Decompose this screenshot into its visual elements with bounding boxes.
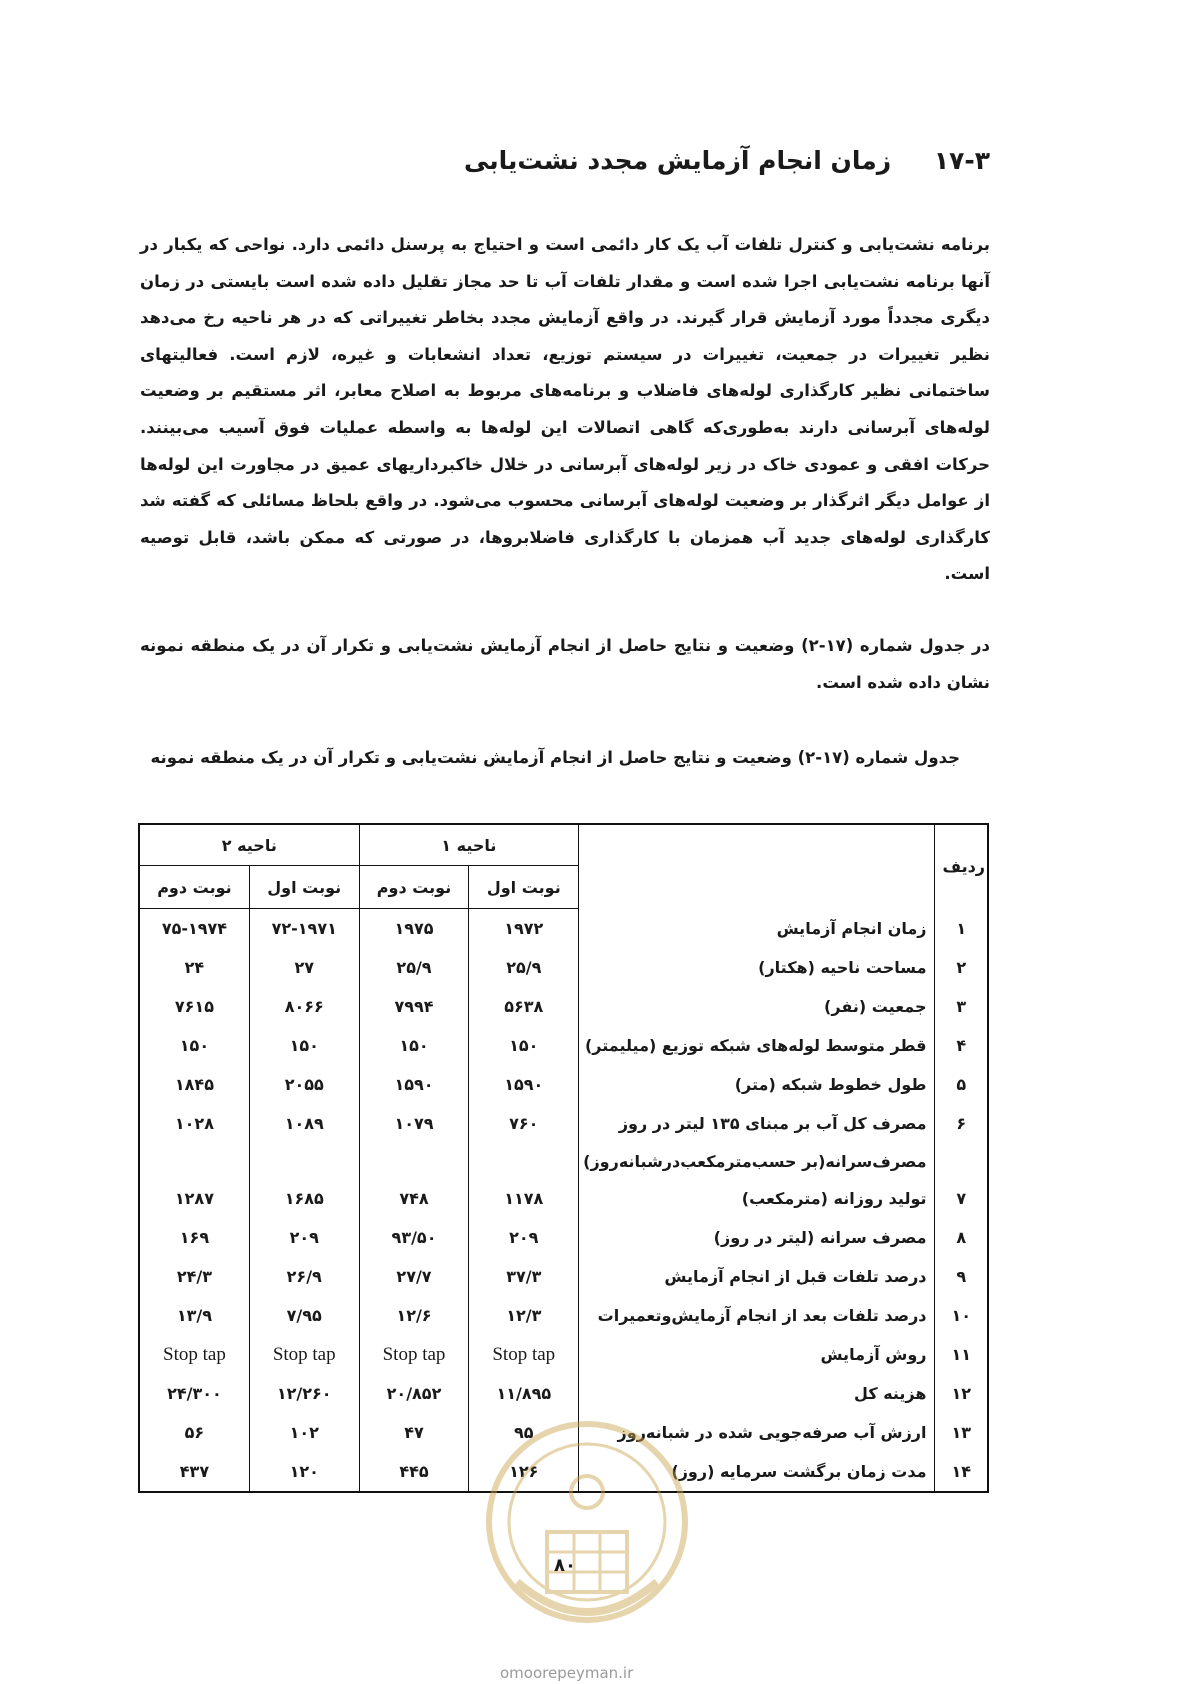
row-number: ۵ — [935, 1065, 988, 1104]
results-table — [138, 823, 989, 1493]
region-1-round-2-value: ۴۷ — [359, 1413, 469, 1452]
row-description: تولید روزانه (مترمکعب) — [741, 1189, 927, 1208]
row-description: جمعیت (نفر) — [824, 997, 927, 1016]
table-row — [139, 1065, 988, 1104]
row-number: ۴ — [935, 1026, 988, 1065]
paragraph-table-reference: در جدول شماره (۱۷-۲) وضعیت و نتایج حاصل از انجام آزمایش نشت‌یابی و تکرار آن در یک منطقه نمونه نشان داده شده است. — [140, 636, 990, 692]
row-description: مصرف سرانه (لیتر در روز) — [713, 1228, 927, 1247]
region-1-round-2-value: Stop tap — [359, 1335, 469, 1374]
region-2-round-2-value: ۵۶ — [139, 1413, 249, 1452]
region-1-round-2-value: ۴۴۵ — [359, 1452, 469, 1492]
row-number: ۱۰ — [935, 1296, 988, 1335]
row-number: ۹ — [935, 1257, 988, 1296]
section-heading — [464, 146, 990, 175]
region-1-round-1-value — [469, 1143, 579, 1179]
region-1-round-2-header: نوبت دوم — [359, 866, 469, 909]
table-row — [139, 1143, 988, 1179]
region-1-header: ناحیه ۱ — [359, 824, 579, 866]
row-number-header: ردیف — [935, 824, 988, 909]
region-1-round-1-value: ۱۹۷۲ — [469, 909, 579, 949]
table-row — [139, 1296, 988, 1335]
region-2-header: ناحیه ۲ — [139, 824, 359, 866]
region-2-round-1-value: ۱۲/۲۶۰ — [249, 1374, 359, 1413]
row-number: ۱۴ — [935, 1452, 988, 1492]
region-1-round-1-value: ۱۵۰ — [469, 1026, 579, 1065]
region-1-round-1-value: ۷۶۰ — [469, 1104, 579, 1143]
region-1-round-1-value: ۲۰۹ — [469, 1218, 579, 1257]
table-row — [139, 1218, 988, 1257]
row-number: ۷ — [935, 1179, 988, 1218]
region-1-round-2-value: ۱۹۷۵ — [359, 909, 469, 949]
watermark-url: omoorepeyman.ir — [500, 1664, 634, 1682]
region-1-round-2-value: ۱۵۰ — [359, 1026, 469, 1065]
row-description: درصد تلفات بعد از انجام آزمایش‌وتعمیرات — [597, 1306, 927, 1325]
region-2-round-2-value: ۱۶۹ — [139, 1218, 249, 1257]
table-row — [139, 1104, 988, 1143]
section-number: ۱۷-۳ — [933, 146, 990, 175]
region-1-round-2-value: ۲۰/۸۵۲ — [359, 1374, 469, 1413]
seal-stamp — [477, 1412, 697, 1662]
region-1-round-2-value: ۷۴۸ — [359, 1179, 469, 1218]
region-2-round-2-value: ۲۴ — [139, 948, 249, 987]
row-number: ۶ — [935, 1104, 988, 1143]
region-2-round-2-value: ۲۴/۳ — [139, 1257, 249, 1296]
page-number: ۸۰ — [554, 1555, 576, 1576]
row-description: مصرف‌سرانه(بر حسب‌مترمکعب‌درشبانه‌روز) — [583, 1151, 927, 1171]
region-2-round-1-value: ۲۰۹ — [249, 1218, 359, 1257]
table-row — [139, 1374, 988, 1413]
region-1-round-1-value: ۱۵۹۰ — [469, 1065, 579, 1104]
region-2-round-1-value: ۲۰۵۵ — [249, 1065, 359, 1104]
region-2-round-2-value: ۱۰۲۸ — [139, 1104, 249, 1143]
description-header — [579, 824, 935, 909]
row-description: مساحت ناحیه (هکتار) — [758, 958, 927, 977]
region-1-round-1-value: ۵۶۳۸ — [469, 987, 579, 1026]
region-1-round-2-value: ۹۳/۵۰ — [359, 1218, 469, 1257]
region-2-round-2-value: ۷۶۱۵ — [139, 987, 249, 1026]
region-1-round-1-value: ۳۷/۳ — [469, 1257, 579, 1296]
paragraph-intro: برنامه نشت‌یابی و کنترل تلفات آب یک کار دائمی است و احتیاج به پرسنل دائمی دارد. نواحی که یکبار در آنها برنامه نشت‌یابی اجرا شده است و مقدار تلفات آب تا حد مجاز تقلیل داده شده است بایستی در زمان دیگری مجدداً مورد آزمایش قرار گیرند. در واقع آزمایش مجدد بخاطر تغییراتی که در هر ناحیه رخ می‌دهد نظیر تغییرات در جمعیت، تغییرات در سیستم توزیع، تعداد انشعابات و غیره، لازم است. فعالیتهای ساختمانی نظیر کارگذاری لوله‌های فاضلاب و برنامه‌های مربوط به اصلاح معابر، اثر مستقیم بر وضعیت لوله‌های آبرسانی دارند به‌طوری‌که گاهی اتصالات این لوله‌ها به واسطه عملیات فوق آسیب می‌بینند. حرکات افقی و عمودی خاک در زیر لوله‌های آبرسانی در خلال خاکبرداریهای عمیق در مجاورت این لوله‌ها از عوامل دیگر اثرگذار بر وضعیت لوله‌های آبرسانی محسوب می‌شود. در واقع بلحاظ مسائلی که گفته شد کارگذاری لوله‌های جدید آب همزمان با کارگذاری فاضلابروها، در صورتی که ممکن باشد، قابل توصیه است. — [140, 235, 990, 584]
region-1-round-2-value: ۷۹۹۴ — [359, 987, 469, 1026]
table-row — [139, 1257, 988, 1296]
table-caption: جدول شماره (۱۷-۲) وضعیت و نتایج حاصل از انجام آزمایش نشت‌یابی و تکرار آن در یک منطقه نمونه — [150, 748, 960, 767]
row-description: ارزش آب صرفه‌جویی شده در شبانه‌روز — [617, 1423, 927, 1442]
row-description: طول خطوط شبکه (متر) — [734, 1075, 927, 1094]
row-number: ۱ — [935, 909, 988, 949]
region-1-round-1-value: ۱۲۶ — [469, 1452, 579, 1492]
row-description: زمان انجام آزمایش — [776, 918, 927, 938]
region-2-round-1-value: ۱۶۸۵ — [249, 1179, 359, 1218]
row-description: روش آزمایش — [820, 1345, 927, 1364]
region-1-round-2-value: ۲۷/۷ — [359, 1257, 469, 1296]
region-2-round-1-value — [249, 1143, 359, 1179]
region-2-round-2-value: ۲۴/۳۰۰ — [139, 1374, 249, 1413]
region-2-round-2-value: ۱۵۰ — [139, 1026, 249, 1065]
region-1-round-2-value: ۱۵۹۰ — [359, 1065, 469, 1104]
table-row — [139, 1026, 988, 1065]
region-2-round-1-value: ۸۰۶۶ — [249, 987, 359, 1026]
row-description: درصد تلفات قبل از انجام آزمایش — [664, 1267, 927, 1286]
region-1-round-1-value: ۱۱/۸۹۵ — [469, 1374, 579, 1413]
row-number: ۱۱ — [935, 1335, 988, 1374]
region-2-round-2-value — [139, 1143, 249, 1179]
region-1-round-1-value: ۲۵/۹ — [469, 948, 579, 987]
region-2-round-2-value: ۱۳/۹ — [139, 1296, 249, 1335]
region-2-round-1-value: ۷۲-۱۹۷۱ — [249, 909, 359, 949]
region-2-round-1-value: ۱۰۸۹ — [249, 1104, 359, 1143]
section-title: زمان انجام آزمایش مجدد نشت‌یابی — [463, 146, 892, 175]
table-row — [139, 1335, 988, 1374]
region-1-round-2-value: ۱۲/۶ — [359, 1296, 469, 1335]
table-row — [139, 948, 988, 987]
region-1-round-2-value — [359, 1143, 469, 1179]
table-row — [139, 909, 988, 949]
row-number — [935, 1143, 988, 1179]
table-header-row — [139, 824, 988, 866]
row-number: ۱۳ — [935, 1413, 988, 1452]
region-1-round-1-value: ۱۲/۳ — [469, 1296, 579, 1335]
region-2-round-1-value: ۷/۹۵ — [249, 1296, 359, 1335]
table-row — [139, 987, 988, 1026]
region-2-round-1-value: ۱۲۰ — [249, 1452, 359, 1492]
table-row — [139, 1179, 988, 1218]
region-1-round-1-value: Stop tap — [469, 1335, 579, 1374]
region-2-round-1-value: ۲۶/۹ — [249, 1257, 359, 1296]
region-2-round-1-value: ۱۵۰ — [249, 1026, 359, 1065]
region-2-round-1-value: ۲۷ — [249, 948, 359, 987]
region-2-round-1-value: Stop tap — [249, 1335, 359, 1374]
region-2-round-1-value: ۱۰۲ — [249, 1413, 359, 1452]
row-description: مدت زمان برگشت سرمایه (روز) — [671, 1462, 927, 1481]
row-number: ۸ — [935, 1218, 988, 1257]
region-2-round-2-value: ۱۲۸۷ — [139, 1179, 249, 1218]
region-2-round-2-header: نوبت دوم — [139, 866, 249, 909]
row-number: ۲ — [935, 948, 988, 987]
region-2-round-2-value: ۷۵-۱۹۷۴ — [139, 909, 249, 949]
row-number: ۱۲ — [935, 1374, 988, 1413]
row-description: هزینه کل — [854, 1384, 927, 1403]
region-2-round-2-value: Stop tap — [139, 1335, 249, 1374]
region-1-round-2-value: ۲۵/۹ — [359, 948, 469, 987]
region-1-round-1-header: نوبت اول — [469, 866, 579, 909]
row-description: مصرف کل آب بر مبنای ۱۳۵ لیتر در روز — [618, 1114, 927, 1133]
row-description: قطر متوسط لوله‌های شبکه توزیع (میلیمتر) — [584, 1036, 927, 1055]
region-1-round-1-value: ۱۱۷۸ — [469, 1179, 579, 1218]
region-1-round-2-value: ۱۰۷۹ — [359, 1104, 469, 1143]
region-2-round-2-value: ۱۸۴۵ — [139, 1065, 249, 1104]
region-2-round-2-value: ۴۳۷ — [139, 1452, 249, 1492]
row-number: ۳ — [935, 987, 988, 1026]
region-2-round-1-header: نوبت اول — [249, 866, 359, 909]
region-1-round-1-value: ۹۵ — [469, 1413, 579, 1452]
